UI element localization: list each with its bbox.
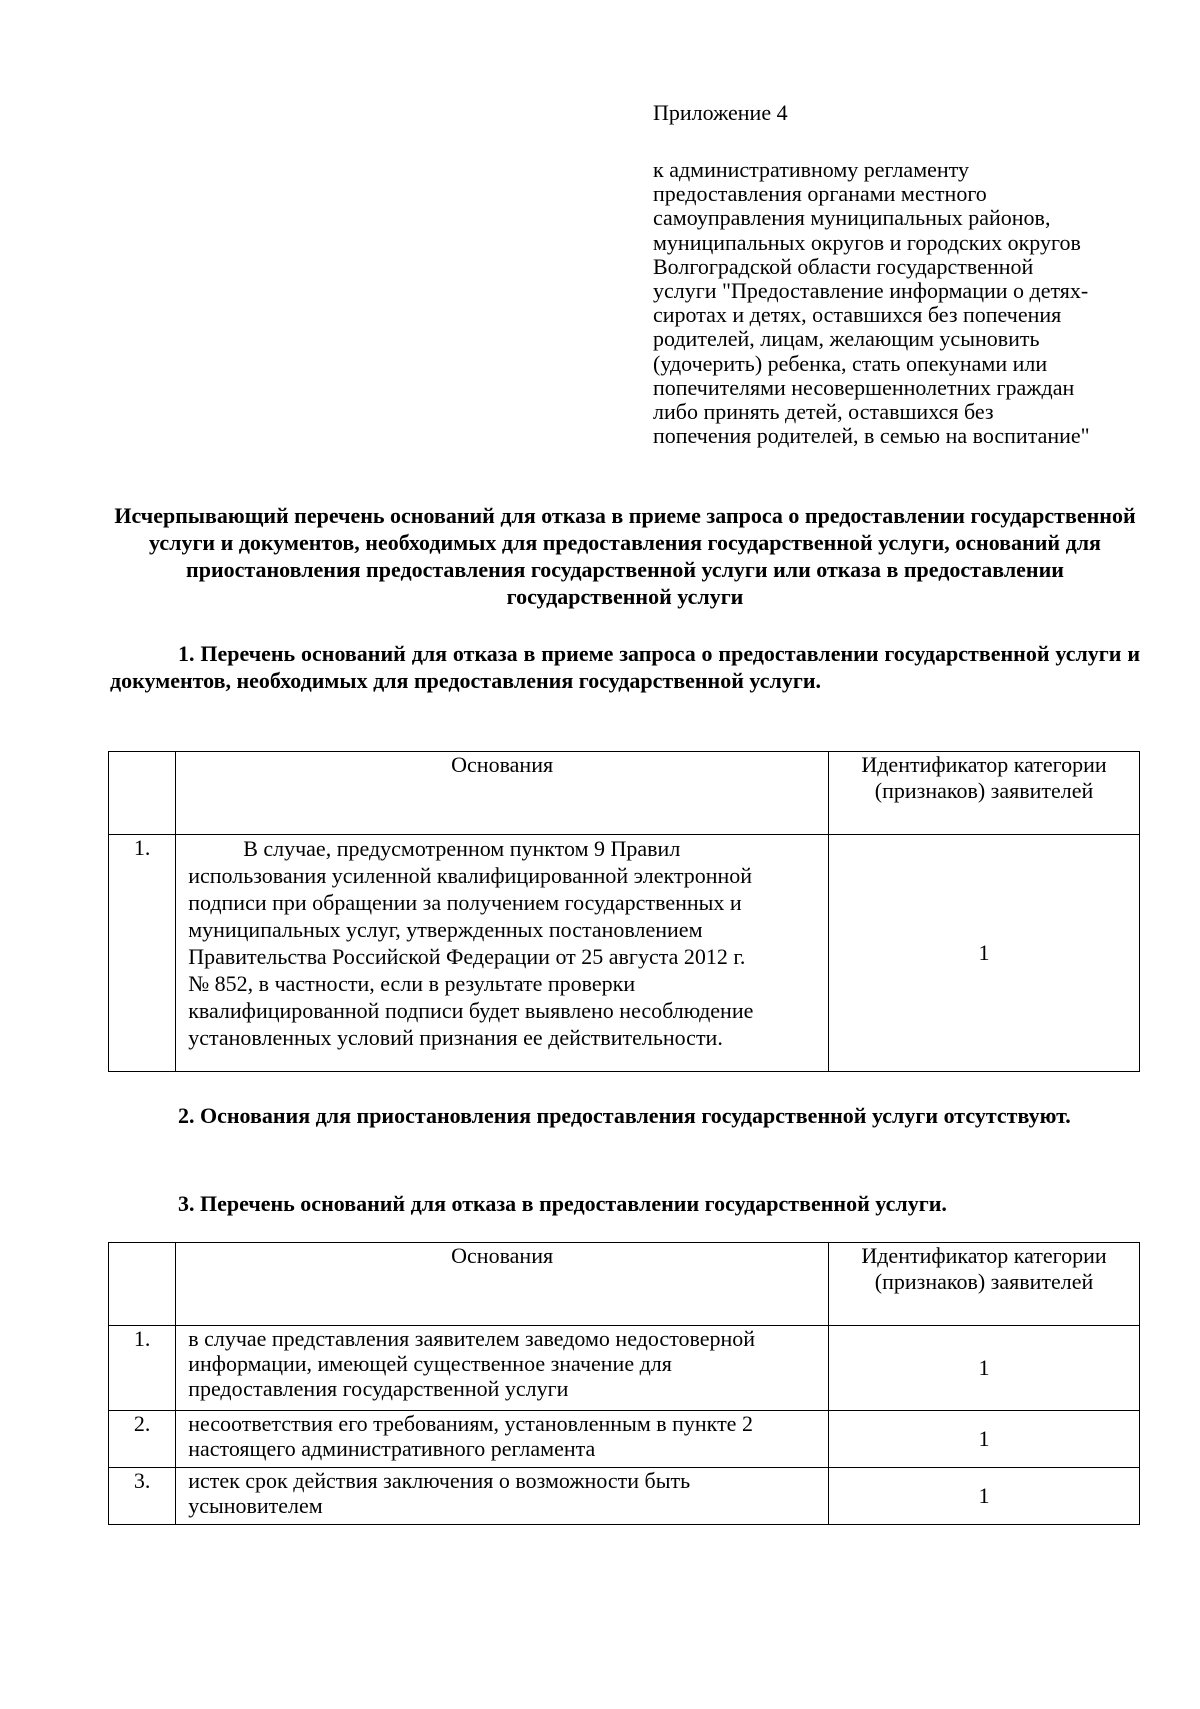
section-1-table xyxy=(108,751,1140,1072)
section-2-heading: 2. Основания для приостановления предоставления государственной услуги отсутствуют. xyxy=(178,1103,1071,1128)
row-identifier: 1 xyxy=(829,1411,1140,1468)
row-identifier: 1 xyxy=(829,1468,1140,1525)
section-3-heading: 3. Перечень оснований для отказа в предоставлении государственной услуги. xyxy=(178,1191,947,1216)
row-number: 1. xyxy=(109,835,176,1072)
section-3-table xyxy=(108,1242,1140,1525)
row-identifier: 1 xyxy=(829,1326,1140,1411)
table-row xyxy=(109,1468,1140,1525)
section-1-heading: 1. Перечень оснований для отказа в приеме запроса о предоставлении государственной услуги и документов, необходимых для предоставления государственной услуги. xyxy=(110,641,1140,693)
table-header-row xyxy=(109,1243,1140,1326)
header-number-cell xyxy=(109,1243,176,1326)
table-row xyxy=(109,1326,1140,1411)
document-title: Исчерпывающий перечень оснований для отказа в приеме запроса о предоставлении государственной услуги и документов, необходимых для предоставления государственной услуги, оснований для приостановления предоставления государственной услуги или отказа в предоставлении государственной услуги xyxy=(114,503,1136,609)
header-number-cell xyxy=(109,752,176,835)
appendix-reference: к административному регламенту предоставления органами местного самоуправления муниципальных районов, муниципальных округов и городских округов Волгоградской области государственной услуги "Предоставление информации о детях- сиротах и детях, оставшихся без попечения родителей, лицам, желающим усыновить (удочерить) ребенка, стать опекунами или попечителями несовершеннолетних граждан либо принять детей, оставшихся без попечения родителей, в семью на воспитание" xyxy=(653,157,1090,449)
row-reason: истек срок действия заключения о возможности быть усыновителем xyxy=(176,1468,829,1525)
table-header-row xyxy=(109,752,1140,835)
row-number: 1. xyxy=(109,1326,176,1411)
header-identifier-cell: Идентификатор категории (признаков) заявителей xyxy=(829,752,1140,835)
row-reason: В случае, предусмотренном пунктом 9 Правил использования усиленной квалифицированной электронной подписи при обращении за получением государственных и муниципальных услуг, утвержденных постановлением Правительства Российской Федерации от 25 августа 2012 г. № 852, в частности, если в результате проверки квалифицированной подписи будет выявлено несоблюдение установленных условий признания ее действительности. xyxy=(176,835,829,1072)
header-reason-cell: Основания xyxy=(176,752,829,835)
row-reason: в случае представления заявителем заведомо недостоверной информации, имеющей существенное значение для предоставления государственной услуги xyxy=(176,1326,829,1411)
appendix-title: Приложение 4 xyxy=(653,100,788,125)
row-number: 2. xyxy=(109,1411,176,1468)
row-reason: несоответствия его требованиям, установленным в пункте 2 настоящего административного регламента xyxy=(176,1411,829,1468)
header-reason-cell: Основания xyxy=(176,1243,829,1326)
header-identifier-cell: Идентификатор категории (признаков) заявителей xyxy=(829,1243,1140,1326)
row-number: 3. xyxy=(109,1468,176,1525)
row-identifier: 1 xyxy=(829,835,1140,1072)
table-row xyxy=(109,1411,1140,1468)
table-row xyxy=(109,835,1140,1072)
